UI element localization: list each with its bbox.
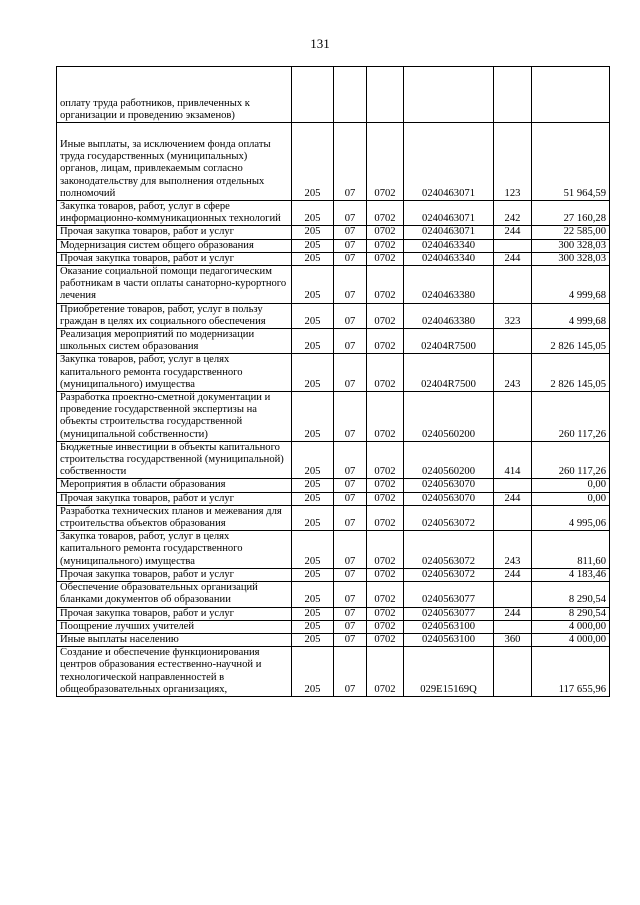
subsection-code: 0702 <box>367 582 404 607</box>
dept-code: 205 <box>292 266 334 304</box>
target-code: 029E15169Q <box>404 647 494 697</box>
dept-code: 205 <box>292 329 334 354</box>
section-code <box>334 67 367 123</box>
target-code: 0240463380 <box>404 303 494 328</box>
subsection-code: 0702 <box>367 647 404 697</box>
target-code: 0240463340 <box>404 239 494 252</box>
target-code <box>404 67 494 123</box>
expense-type-code <box>494 329 532 354</box>
subsection-code: 0702 <box>367 479 404 492</box>
target-code: 02404R7500 <box>404 354 494 392</box>
section-code: 07 <box>334 568 367 581</box>
section-code: 07 <box>334 354 367 392</box>
expense-type-code <box>494 239 532 252</box>
section-code: 07 <box>334 252 367 265</box>
section-code: 07 <box>334 607 367 620</box>
expense-type-code <box>494 479 532 492</box>
dept-code: 205 <box>292 354 334 392</box>
budget-table <box>56 66 610 697</box>
section-code: 07 <box>334 226 367 239</box>
target-code: 0240563070 <box>404 479 494 492</box>
table-row <box>57 392 610 442</box>
expense-type-code: 244 <box>494 492 532 505</box>
subsection-code: 0702 <box>367 531 404 569</box>
dept-code: 205 <box>292 479 334 492</box>
section-code: 07 <box>334 620 367 633</box>
budget-table-body <box>57 67 610 697</box>
target-code: 0240563100 <box>404 620 494 633</box>
expense-type-code <box>494 67 532 123</box>
subsection-code: 0702 <box>367 607 404 620</box>
table-row <box>57 239 610 252</box>
table-row <box>57 479 610 492</box>
item-name: Закупка товаров, работ, услуг в целях капитального ремонта государственного (муниципального) имущества <box>57 531 292 569</box>
amount: 27 160,28 <box>532 201 610 226</box>
target-code: 0240560200 <box>404 392 494 442</box>
target-code: 0240463380 <box>404 266 494 304</box>
item-name: Иные выплаты, за исключением фонда оплаты труда государственных (муниципальных) органов, лицам, привлекаемым согласно законодательству для выполнения отдельных полномочий <box>57 123 292 201</box>
target-code: 0240563072 <box>404 568 494 581</box>
subsection-code: 0702 <box>367 620 404 633</box>
amount: 4 000,00 <box>532 620 610 633</box>
target-code: 0240563100 <box>404 633 494 646</box>
dept-code: 205 <box>292 531 334 569</box>
section-code: 07 <box>334 392 367 442</box>
target-code: 0240563077 <box>404 582 494 607</box>
item-name: Закупка товаров, работ, услуг в сфере информационно-коммуникационных технологий <box>57 201 292 226</box>
dept-code: 205 <box>292 123 334 201</box>
amount: 300 328,03 <box>532 252 610 265</box>
amount: 811,60 <box>532 531 610 569</box>
table-row <box>57 505 610 530</box>
dept-code: 205 <box>292 303 334 328</box>
amount: 4 999,68 <box>532 266 610 304</box>
dept-code: 205 <box>292 201 334 226</box>
dept-code: 205 <box>292 392 334 442</box>
item-name: Создание и обеспечение функционирования центров образования естественно-научной и технологической направленностей в общеобразовательных организациях, <box>57 647 292 697</box>
amount: 4 183,46 <box>532 568 610 581</box>
dept-code: 205 <box>292 492 334 505</box>
item-name: Разработка проектно-сметной документации и проведение государственной экспертизы на объекты строительства государственной (муниципальной собственности) <box>57 392 292 442</box>
dept-code: 205 <box>292 568 334 581</box>
subsection-code: 0702 <box>367 201 404 226</box>
item-name: Прочая закупка товаров, работ и услуг <box>57 568 292 581</box>
table-row <box>57 201 610 226</box>
amount: 8 290,54 <box>532 582 610 607</box>
table-row <box>57 266 610 304</box>
table-row <box>57 620 610 633</box>
expense-type-code <box>494 647 532 697</box>
subsection-code: 0702 <box>367 266 404 304</box>
section-code: 07 <box>334 266 367 304</box>
amount: 260 117,26 <box>532 441 610 479</box>
target-code: 0240563072 <box>404 505 494 530</box>
item-name: Прочая закупка товаров, работ и услуг <box>57 607 292 620</box>
subsection-code: 0702 <box>367 392 404 442</box>
dept-code: 205 <box>292 505 334 530</box>
table-row <box>57 441 610 479</box>
subsection-code: 0702 <box>367 226 404 239</box>
table-row <box>57 531 610 569</box>
section-code: 07 <box>334 441 367 479</box>
table-row <box>57 226 610 239</box>
target-code: 0240463071 <box>404 226 494 239</box>
subsection-code: 0702 <box>367 492 404 505</box>
table-row <box>57 252 610 265</box>
table-row <box>57 568 610 581</box>
item-name: Оказание социальной помощи педагогическим работникам в части оплаты санаторно-курортного лечения <box>57 266 292 304</box>
item-name: Прочая закупка товаров, работ и услуг <box>57 492 292 505</box>
item-name: Иные выплаты населению <box>57 633 292 646</box>
item-name: Обеспечение образовательных организаций бланками документов об образовании <box>57 582 292 607</box>
amount: 4 995,06 <box>532 505 610 530</box>
target-code: 0240463071 <box>404 201 494 226</box>
page-number: 131 <box>310 36 330 51</box>
amount: 22 585,00 <box>532 226 610 239</box>
subsection-code: 0702 <box>367 568 404 581</box>
table-row <box>57 633 610 646</box>
expense-type-code <box>494 505 532 530</box>
amount: 8 290,54 <box>532 607 610 620</box>
item-name: Прочая закупка товаров, работ и услуг <box>57 226 292 239</box>
subsection-code: 0702 <box>367 354 404 392</box>
target-code: 0240463071 <box>404 123 494 201</box>
dept-code: 205 <box>292 582 334 607</box>
section-code: 07 <box>334 647 367 697</box>
expense-type-code: 244 <box>494 252 532 265</box>
expense-type-code: 323 <box>494 303 532 328</box>
amount <box>532 67 610 123</box>
item-name: Прочая закупка товаров, работ и услуг <box>57 252 292 265</box>
section-code: 07 <box>334 239 367 252</box>
target-code: 0240560200 <box>404 441 494 479</box>
subsection-code: 0702 <box>367 505 404 530</box>
section-code: 07 <box>334 582 367 607</box>
dept-code: 205 <box>292 441 334 479</box>
expense-type-code: 243 <box>494 531 532 569</box>
section-code: 07 <box>334 531 367 569</box>
expense-type-code: 360 <box>494 633 532 646</box>
amount: 51 964,59 <box>532 123 610 201</box>
subsection-code <box>367 67 404 123</box>
amount: 0,00 <box>532 492 610 505</box>
expense-type-code: 244 <box>494 568 532 581</box>
target-code: 0240463340 <box>404 252 494 265</box>
subsection-code: 0702 <box>367 123 404 201</box>
expense-type-code: 242 <box>494 201 532 226</box>
expense-type-code <box>494 582 532 607</box>
section-code: 07 <box>334 329 367 354</box>
dept-code: 205 <box>292 620 334 633</box>
item-name: Разработка технических планов и межевания для строительства объектов образования <box>57 505 292 530</box>
table-row <box>57 303 610 328</box>
expense-type-code <box>494 266 532 304</box>
section-code: 07 <box>334 303 367 328</box>
section-code: 07 <box>334 479 367 492</box>
section-code: 07 <box>334 492 367 505</box>
amount: 4 000,00 <box>532 633 610 646</box>
table-row <box>57 492 610 505</box>
item-name: Закупка товаров, работ, услуг в целях капитального ремонта государственного (муниципального) имущества <box>57 354 292 392</box>
expense-type-code <box>494 620 532 633</box>
table-row <box>57 354 610 392</box>
dept-code: 205 <box>292 239 334 252</box>
amount: 2 826 145,05 <box>532 354 610 392</box>
table-row <box>57 647 610 697</box>
table-row <box>57 607 610 620</box>
item-name: Реализация мероприятий по модернизации школьных систем образования <box>57 329 292 354</box>
subsection-code: 0702 <box>367 633 404 646</box>
subsection-code: 0702 <box>367 303 404 328</box>
expense-type-code: 243 <box>494 354 532 392</box>
dept-code: 205 <box>292 226 334 239</box>
subsection-code: 0702 <box>367 329 404 354</box>
target-code: 0240563070 <box>404 492 494 505</box>
subsection-code: 0702 <box>367 252 404 265</box>
dept-code: 205 <box>292 647 334 697</box>
section-code: 07 <box>334 505 367 530</box>
expense-type-code: 244 <box>494 607 532 620</box>
target-code: 0240563077 <box>404 607 494 620</box>
table-row <box>57 67 610 123</box>
target-code: 02404R7500 <box>404 329 494 354</box>
item-name: Приобретение товаров, работ, услуг в пользу граждан в целях их социального обеспечения <box>57 303 292 328</box>
table-row <box>57 329 610 354</box>
dept-code: 205 <box>292 252 334 265</box>
subsection-code: 0702 <box>367 239 404 252</box>
amount: 260 117,26 <box>532 392 610 442</box>
item-name: Мероприятия в области образования <box>57 479 292 492</box>
item-name: Поощрение лучших учителей <box>57 620 292 633</box>
section-code: 07 <box>334 201 367 226</box>
amount: 4 999,68 <box>532 303 610 328</box>
table-row <box>57 582 610 607</box>
expense-type-code <box>494 392 532 442</box>
amount: 300 328,03 <box>532 239 610 252</box>
dept-code <box>292 67 334 123</box>
dept-code: 205 <box>292 607 334 620</box>
section-code: 07 <box>334 123 367 201</box>
amount: 117 655,96 <box>532 647 610 697</box>
item-name: Модернизация систем общего образования <box>57 239 292 252</box>
amount: 0,00 <box>532 479 610 492</box>
item-name: Бюджетные инвестиции в объекты капитального строительства государственной (муниципальной) собственности <box>57 441 292 479</box>
expense-type-code: 244 <box>494 226 532 239</box>
target-code: 0240563072 <box>404 531 494 569</box>
table-row <box>57 123 610 201</box>
subsection-code: 0702 <box>367 441 404 479</box>
amount: 2 826 145,05 <box>532 329 610 354</box>
expense-type-code: 123 <box>494 123 532 201</box>
dept-code: 205 <box>292 633 334 646</box>
item-name: оплату труда работников, привлеченных к организации и проведению экзаменов) <box>57 67 292 123</box>
section-code: 07 <box>334 633 367 646</box>
expense-type-code: 414 <box>494 441 532 479</box>
